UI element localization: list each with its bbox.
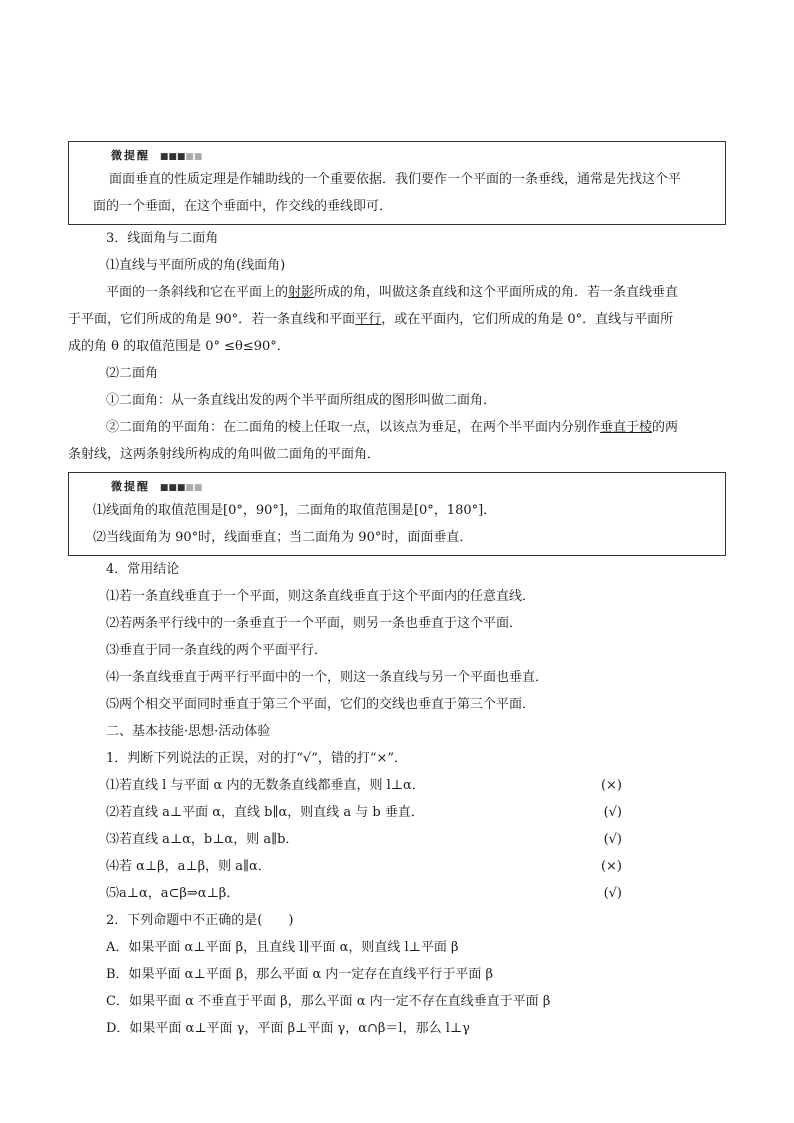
- tip-box-1: [68, 141, 726, 225]
- tip-title: [81, 146, 713, 166]
- judgment-text: ⑵若直线 a⊥平面 α，直线 b∥α，则直线 a 与 b 垂直．: [106, 805, 424, 820]
- conclusion-item: ⑸两个相交平面同时垂直于第三个平面，它们的交线也垂直于第三个平面．: [106, 697, 536, 712]
- judgment-text: ⑴若直线 l 与平面 α 内的无数条直线都垂直，则 l⊥α．: [106, 778, 425, 793]
- option-d: D．如果平面 α⊥平面 γ，平面 β⊥平面 γ，α∩β＝l，那么 l⊥γ: [106, 1021, 470, 1036]
- tip1-line-1: 面面垂直的性质定理是作辅助线的一个重要依据．我们要作一个平面的一条垂线，通常是先找这个平: [109, 172, 682, 187]
- paragraph-line: [68, 414, 726, 441]
- text: ②二面角的平面角：在二面角的棱上任取一点，以该点为垂足，在两个半平面内分别作: [106, 420, 601, 435]
- paragraph-line: 成的角 θ 的取值范围是 0° ≤θ≤90°．: [68, 339, 290, 354]
- judgment-item: [68, 853, 726, 880]
- judgment-mark: (√): [603, 832, 622, 847]
- judgment-text: ⑸a⊥α，a⊂β⇒α⊥β．: [106, 886, 240, 901]
- judgment-text: ⑶若直线 a⊥α，b⊥α，则 a∥b．: [106, 832, 299, 847]
- paragraph-line: ①二面角：从一条直线出发的两个半平面所组成的图形叫做二面角．: [106, 393, 497, 408]
- judgment-item: [68, 826, 726, 853]
- text: 的两: [652, 420, 679, 435]
- text: 平面的一条斜线和它在平面上的: [106, 285, 289, 300]
- underlined-term: 射影: [288, 285, 315, 300]
- tip2-line-2: ⑵当线面角为 90°时，线面垂直；当二面角为 90°时，面面垂直．: [93, 530, 473, 545]
- section-4-title: 4．常用结论: [106, 562, 180, 577]
- judgment-mark: (√): [603, 886, 622, 901]
- judgment-item: [68, 880, 726, 907]
- tip-label: 微提醒: [111, 480, 150, 493]
- judgment-text: ⑷若 α⊥β，a⊥β，则 a∥α．: [106, 859, 271, 874]
- underlined-term: 平行: [355, 312, 382, 327]
- text: 所成的角，叫做这条直线和这个平面所成的角．若一条直线垂直: [314, 285, 679, 300]
- judgment-mark: (×): [600, 859, 622, 874]
- question-1-title: 1．判断下列说法的正误，对的打“√”，错的打“×”．: [106, 751, 408, 766]
- judgment-item: [68, 799, 726, 826]
- tip-squares-icon: ■■■■■: [159, 483, 203, 493]
- document-page: [68, 141, 726, 1042]
- tip-label: 微提醒: [111, 149, 150, 162]
- tip1-line-2: 面的一个垂面，在这个垂面中，作交线的垂线即可．: [93, 199, 393, 214]
- part-2-title: 二、基本技能·思想·活动体验: [106, 724, 271, 739]
- underlined-term: 垂直于棱: [600, 420, 653, 435]
- question-2-title: 2．下列命题中不正确的是( ): [106, 913, 294, 928]
- judgment-mark: (√): [603, 805, 622, 820]
- conclusion-item: ⑶垂直于同一条直线的两个平面平行．: [106, 643, 328, 658]
- paragraph-line: 条射线，这两条射线所构成的角叫做二面角的平面角．: [68, 447, 381, 462]
- tip2-line-1: ⑴线面角的取值范围是[0°，90°]，二面角的取值范围是[0°，180°]．: [93, 503, 497, 518]
- paragraph-line: [68, 306, 726, 333]
- option-b: B．如果平面 α⊥平面 β，那么平面 α 内一定存在直线平行于平面 β: [106, 967, 494, 982]
- option-a: A．如果平面 α⊥平面 β，且直线 l∥平面 α，则直线 l⊥平面 β: [106, 940, 459, 955]
- subsection-line-plane-angle: ⑴直线与平面所成的角(线面角): [106, 258, 286, 273]
- tip-box-2: [68, 472, 726, 556]
- text: ，或在平面内，它们所成的角是 0°．直线与平面所: [381, 312, 674, 327]
- paragraph-line: [68, 279, 726, 306]
- tip-title: [81, 477, 713, 497]
- section-3-title: 3．线面角与二面角: [106, 231, 219, 246]
- judgment-mark: (×): [600, 778, 622, 793]
- conclusion-item: ⑴若一条直线垂直于一个平面，则这条直线垂直于这个平面内的任意直线．: [106, 589, 536, 604]
- option-c: C．如果平面 α 不垂直于平面 β，那么平面 α 内一定不存在直线垂直于平面 β: [106, 994, 551, 1009]
- text: 于平面，它们所成的角是 90°．若一条直线和平面: [68, 312, 356, 327]
- judgment-item: [68, 772, 726, 799]
- conclusion-item: ⑷一条直线垂直于两平行平面中的一个，则这一条直线与另一个平面也垂直．: [106, 670, 549, 685]
- conclusion-item: ⑵若两条平行线中的一条垂直于一个平面，则另一条也垂直于这个平面．: [106, 616, 523, 631]
- subsection-dihedral-angle: ⑵二面角: [106, 366, 159, 381]
- tip-squares-icon: ■■■■■: [159, 152, 203, 162]
